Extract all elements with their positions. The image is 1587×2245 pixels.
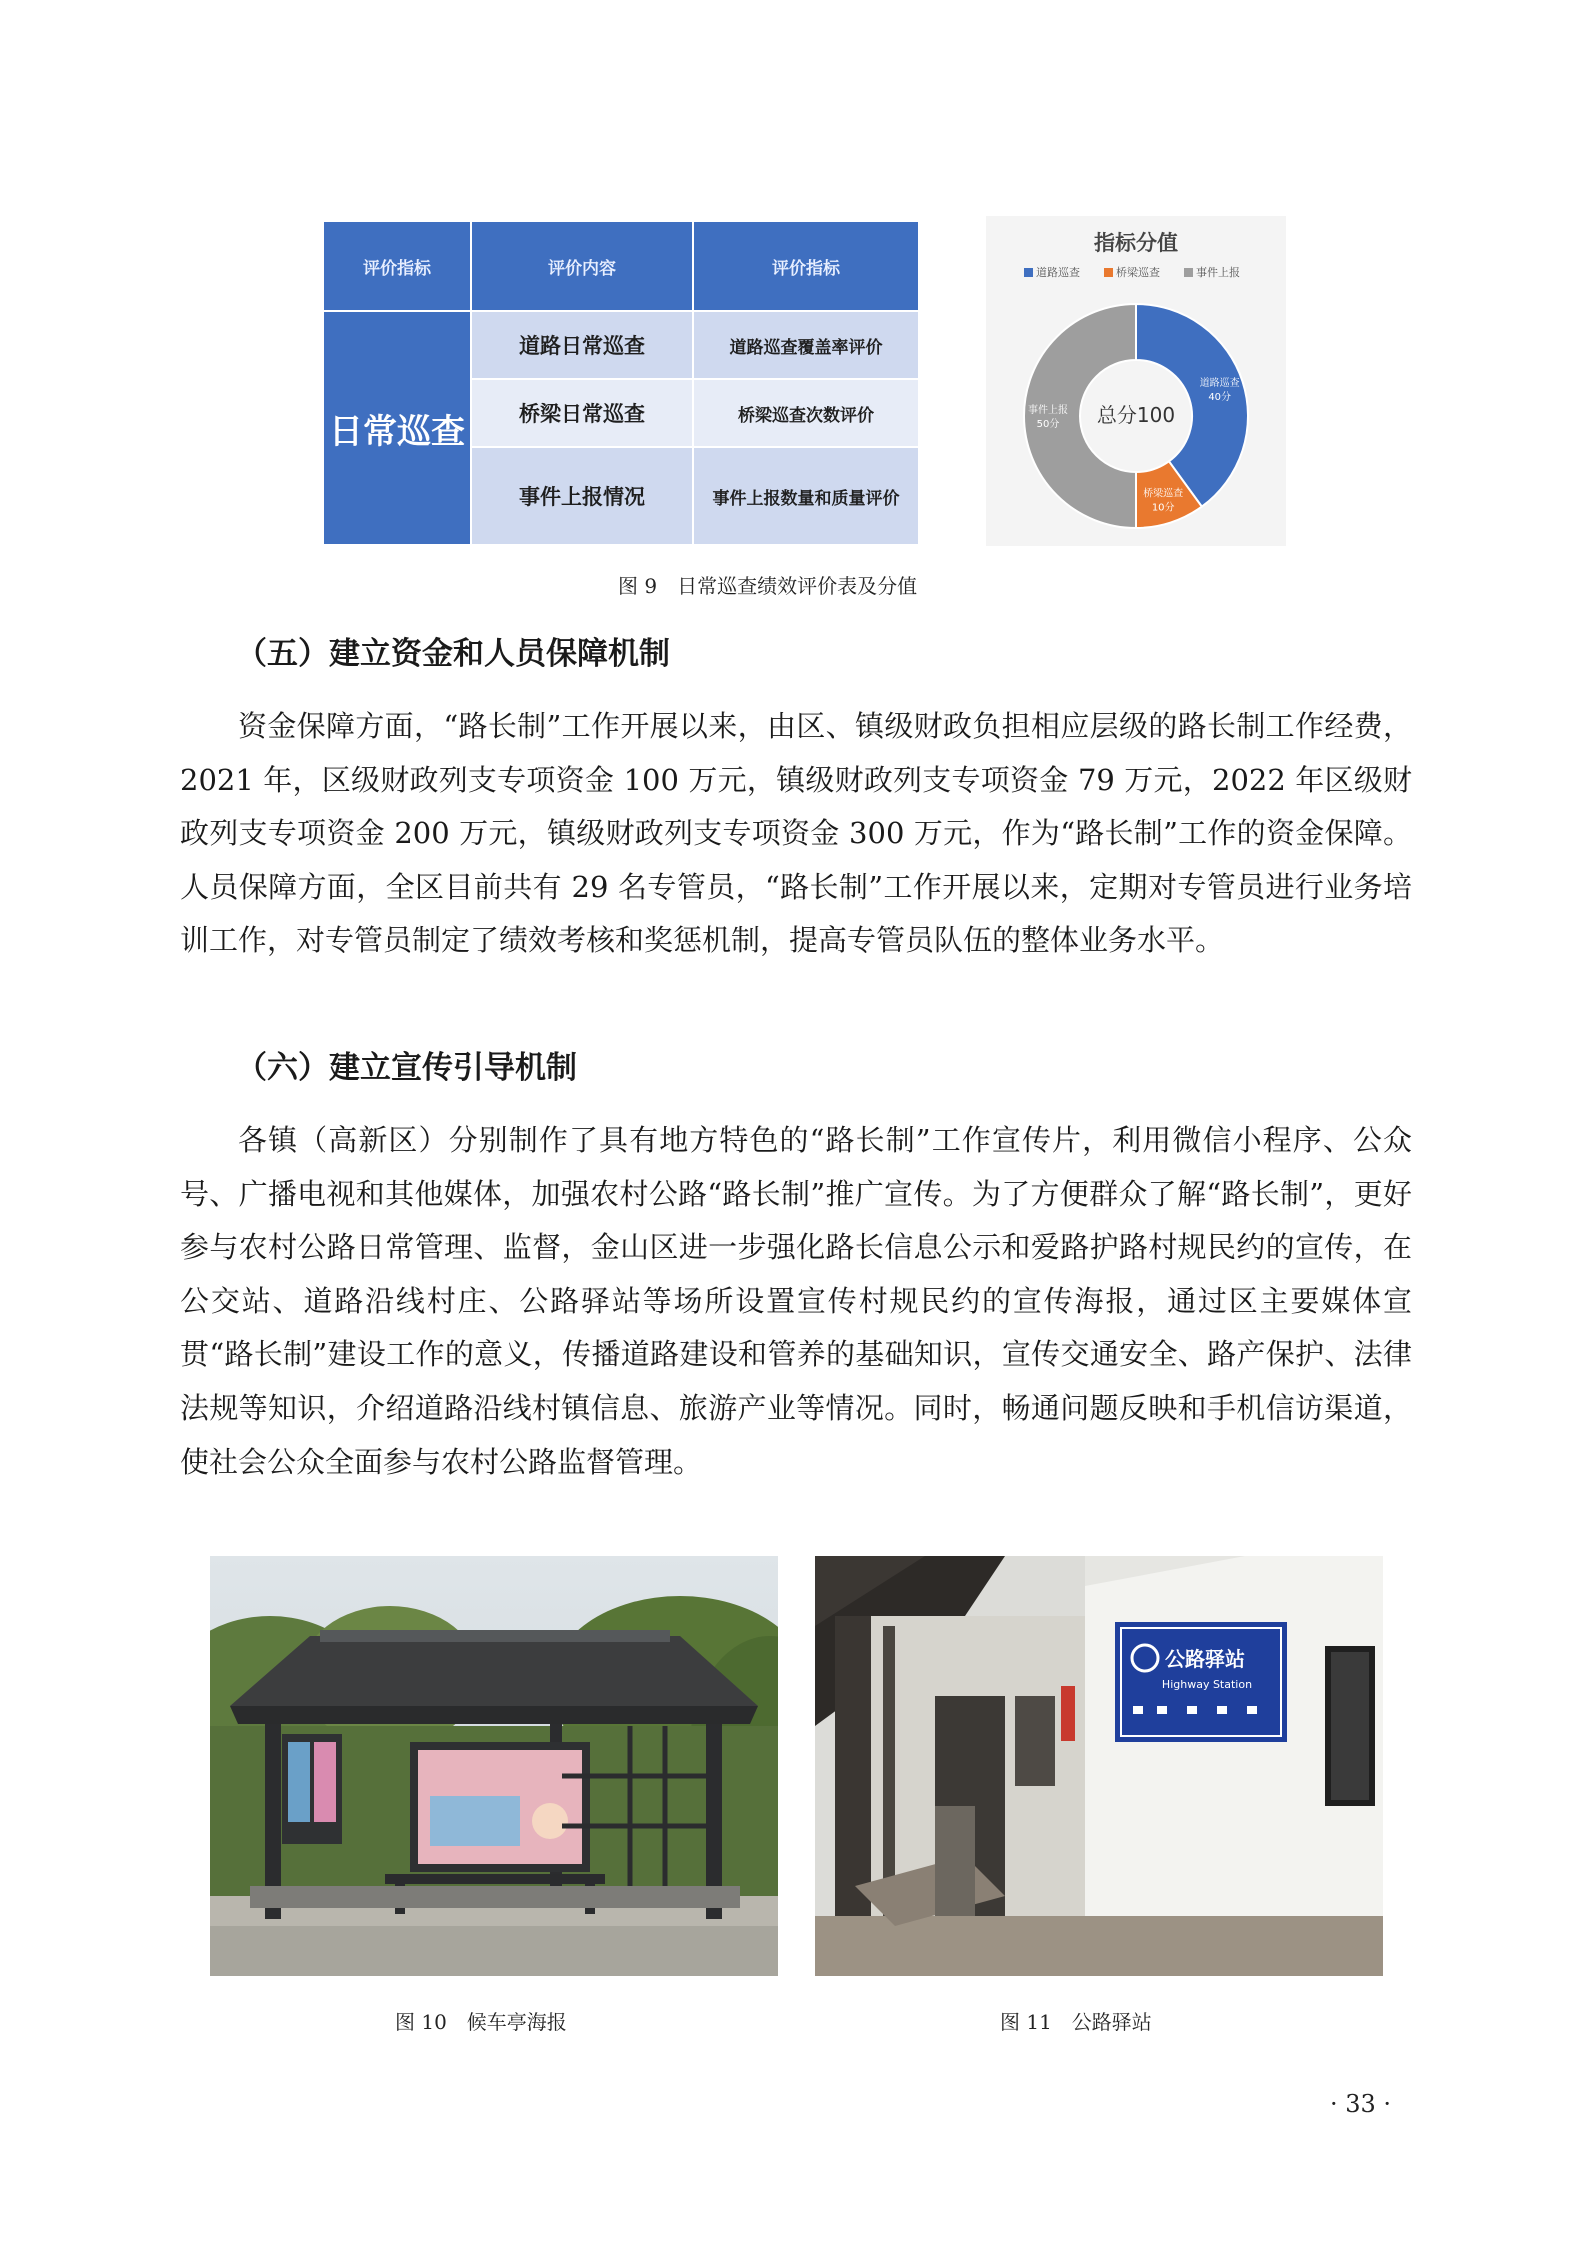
legend-label: 事件上报 — [1196, 266, 1240, 279]
chart-center-label: 总分100 — [1096, 403, 1176, 427]
indicator-cell: 桥梁巡查次数评价 — [693, 379, 919, 447]
section-6-paragraph: 各镇（高新区）分别制作了具有地方特色的“路长制”工作宣传片，利用微信小程序、公众号、广播电视和其他媒体，加强农村公路“路长制”推广宣传。为了方便群众了解“路长制”，更好参与农村公路日常管理、监督，金山区进一步强化路长信息公示和爱路护路村规民约的宣传，在公交站、道路沿线村庄、公路驿站等场所设置宣传村规民约的宣传海报，通过区主要媒体宣贯“路长制”建设工作的意义，传播道路建设和管养的基础知识，宣传交通安全、路产保护、法律法规等知识，介绍道路沿线村镇信息、旅游产业等情况。同时，畅通问题反映和手机信访渠道，使社会公众全面参与农村公路监督管理。 — [180, 1123, 1412, 1479]
content-cell: 桥梁日常巡查 — [471, 379, 693, 447]
page-number: · 33 · — [1330, 2090, 1392, 2118]
figure-11-caption: 图 11 公路驿站 — [1000, 2010, 1152, 2034]
figure-9-caption: 图 9 日常巡查绩效评价表及分值 — [618, 574, 918, 598]
table-header: 评价内容 — [471, 221, 693, 311]
category-cell: 日常巡查 — [323, 311, 471, 545]
content-cell: 道路日常巡查 — [471, 311, 693, 379]
legend-swatch — [1024, 268, 1033, 277]
chart-title: 指标分值 — [1094, 231, 1178, 255]
bus-shelter-photo — [210, 1556, 778, 1976]
legend-label: 桥梁巡查 — [1116, 266, 1160, 279]
indicator-cell: 道路巡查覆盖率评价 — [693, 311, 919, 379]
section-6-heading: （六）建立宣传引导机制 — [236, 1050, 577, 1086]
highway-station-photo — [815, 1556, 1383, 1976]
slice-value-label: 50分 — [1036, 419, 1060, 430]
chart-legend — [1024, 265, 1240, 279]
legend-swatch — [1184, 268, 1193, 277]
table-header: 评价指标 — [693, 221, 919, 311]
donut-chart-svg — [986, 216, 1286, 546]
legend-label: 道路巡查 — [1036, 266, 1080, 279]
legend-swatch — [1104, 268, 1113, 277]
evaluation-table — [322, 220, 920, 546]
table-header: 评价指标 — [323, 221, 471, 311]
figure-10-caption: 图 10 候车亭海报 — [395, 2010, 567, 2034]
indicator-cell: 事件上报数量和质量评价 — [693, 447, 919, 545]
slice-value-label: 40分 — [1208, 391, 1232, 403]
slice-label: 桥梁巡查 — [1143, 488, 1184, 500]
score-chart — [986, 216, 1286, 546]
slice-label: 道路巡查 — [1199, 377, 1240, 389]
slice-value-label: 10分 — [1151, 502, 1175, 514]
content-cell: 事件上报情况 — [471, 447, 693, 545]
section-5-paragraph: 资金保障方面，“路长制”工作开展以来，由区、镇级财政负担相应层级的路长制工作经费，2021 年，区级财政列支专项资金 100 万元，镇级财政列支专项资金 79 万元，2022 年区级财政列支专项资金 200 万元，镇级财政列支专项资金 300 万元，作为“路长制”工作的资金保障。人员保障方面，全区目前共有 29 名专管员，“路长制”工作开展以来，定期对专管员进行业务培训工作，对专管员制定了绩效考核和奖惩机制，提高专管员队伍的整体业务水平。 — [180, 709, 1412, 958]
slice-label: 事件上报 — [1028, 405, 1068, 416]
section-5-heading: （五）建立资金和人员保障机制 — [236, 636, 670, 672]
station-sign-title: 公路驿站 — [1165, 1647, 1245, 1671]
station-sign-subtitle: Highway Station — [1161, 1678, 1253, 1691]
